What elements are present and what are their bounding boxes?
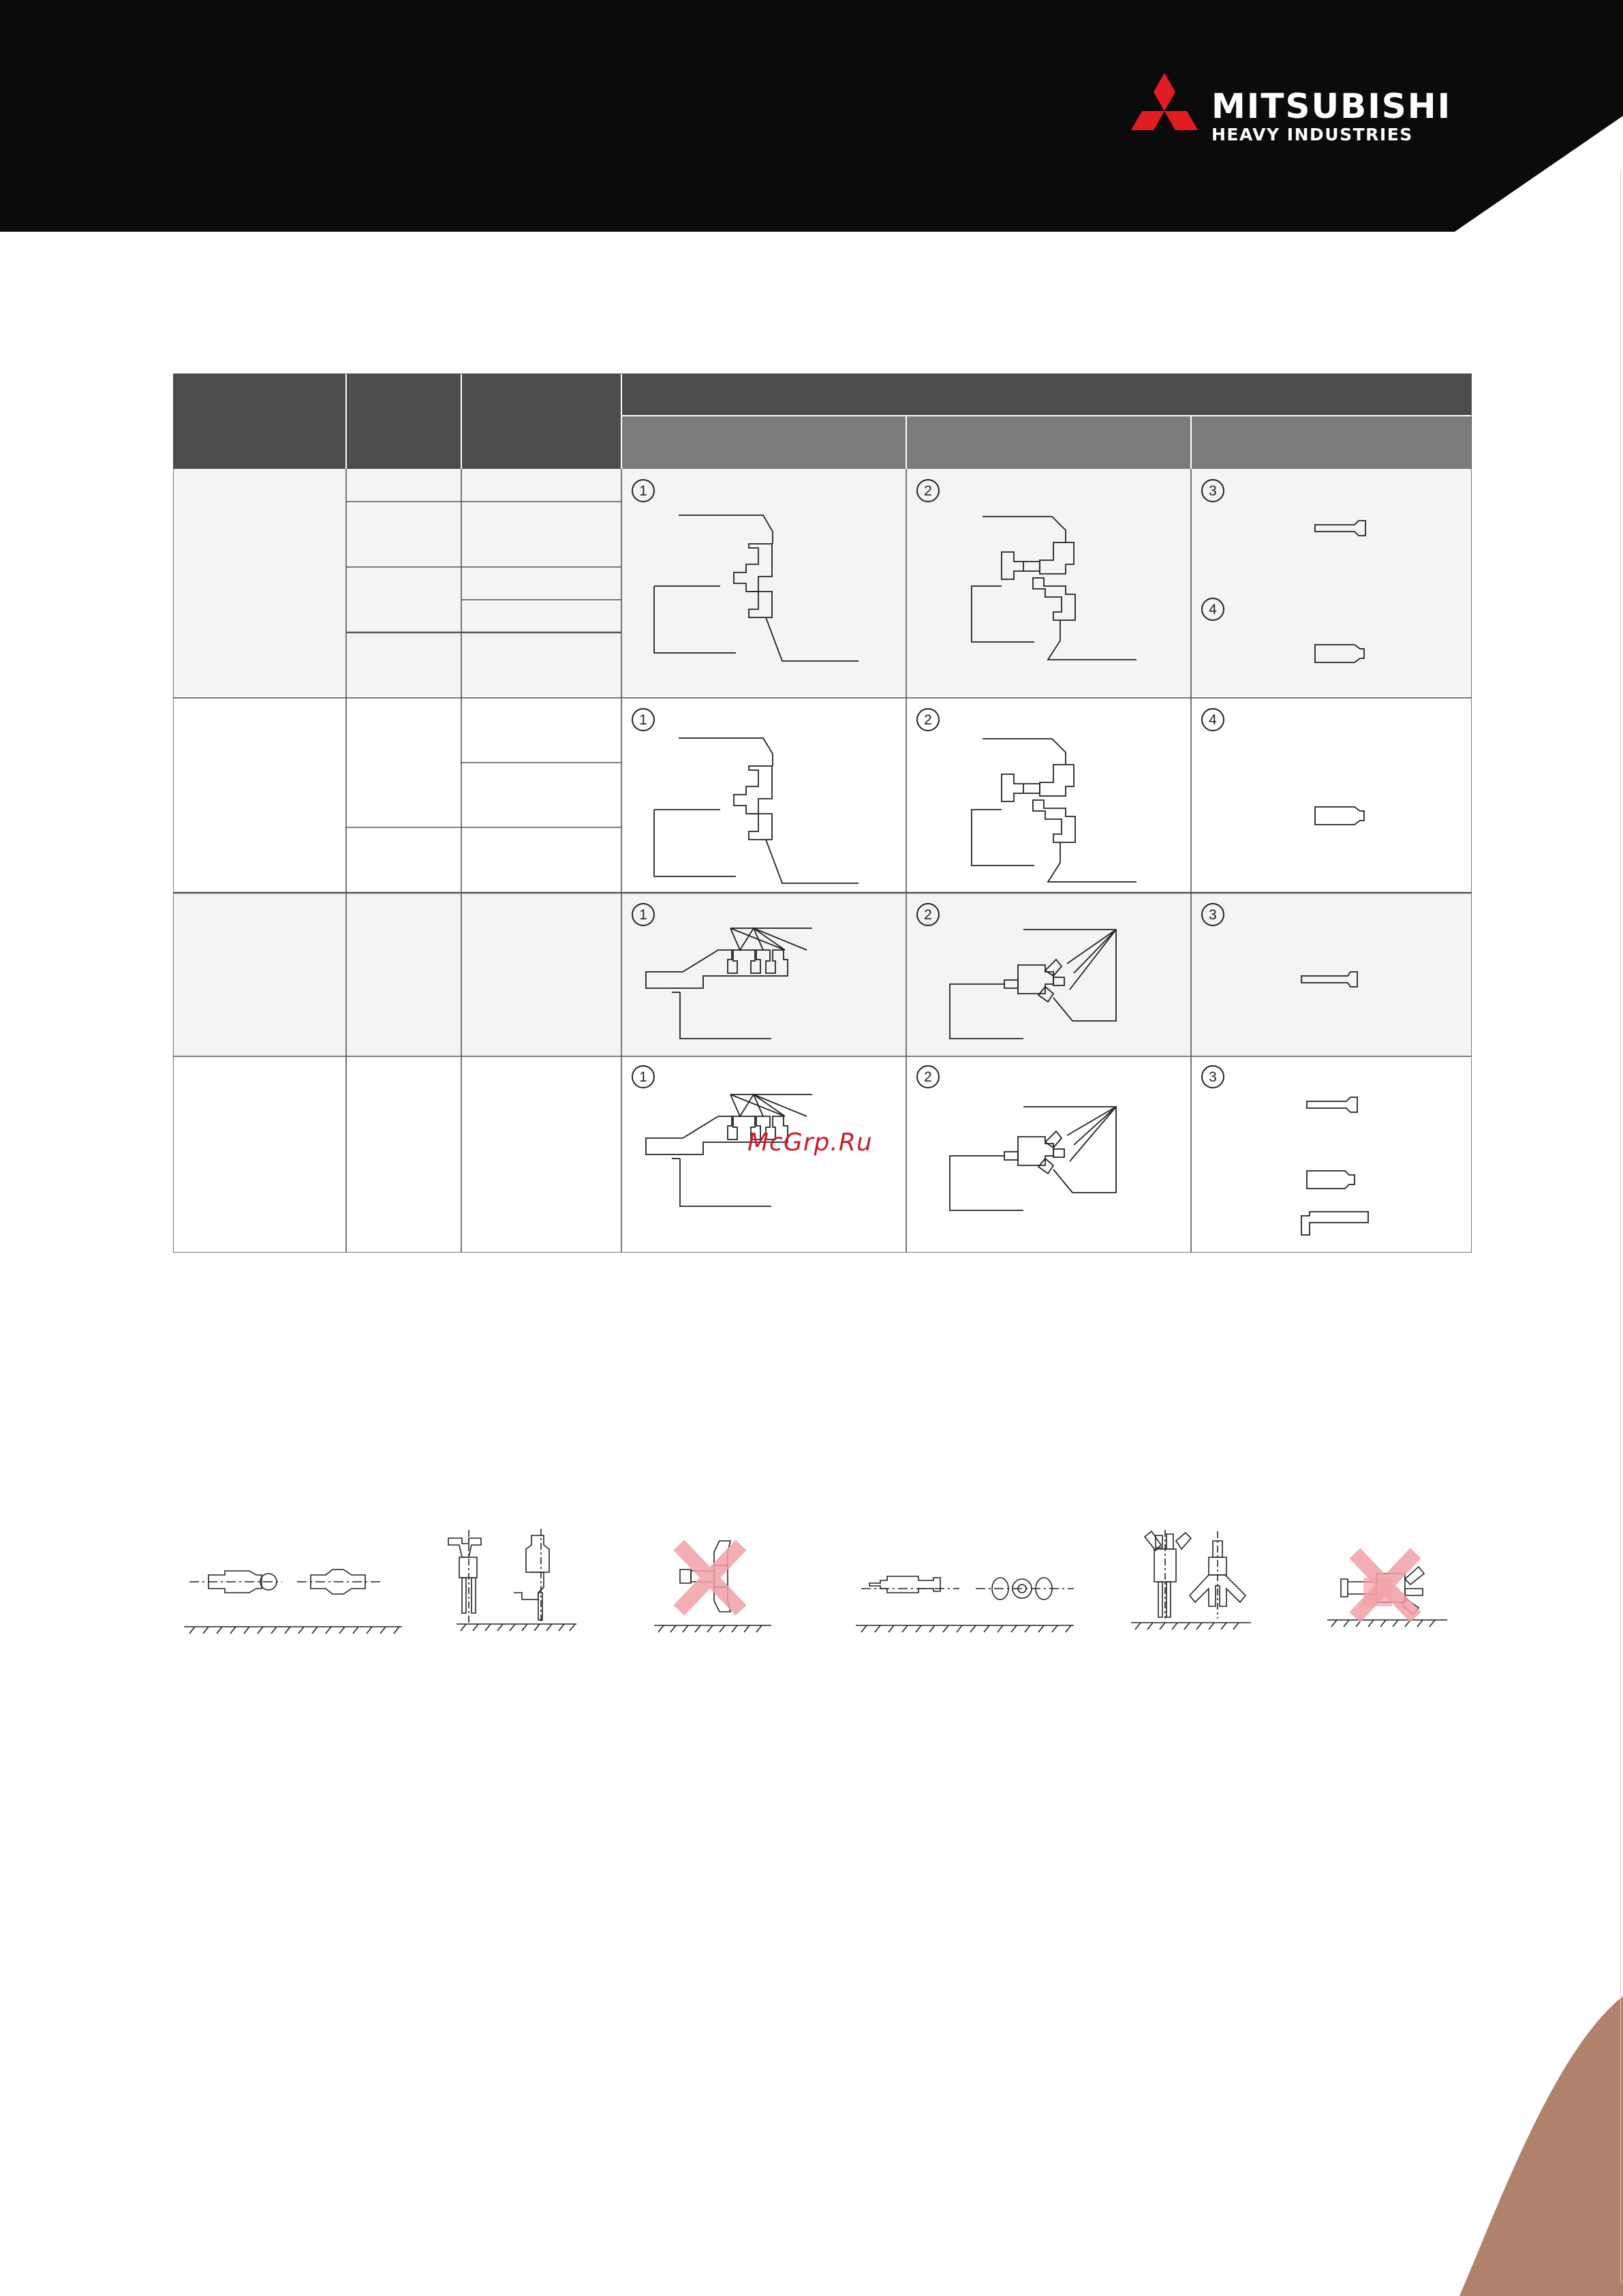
header-vertical-figure — [1145, 1530, 1246, 1619]
ground-line — [184, 1620, 1447, 1634]
table-header — [173, 373, 1472, 469]
branch-pipe-table — [173, 373, 1472, 1253]
brand-subtitle: HEAVY INDUSTRIES — [1211, 125, 1413, 144]
header-horizontal-figure — [861, 1576, 1074, 1599]
corner-decoration — [1459, 1996, 1623, 2296]
three-diamonds-icon — [1124, 72, 1205, 140]
table-row — [173, 469, 1472, 698]
page-edge-line — [1620, 170, 1621, 2283]
watermark: McGrp.Ru — [747, 1129, 873, 1157]
branch-vertical-figure — [448, 1529, 549, 1624]
table-row — [173, 893, 1472, 1056]
table-row — [173, 698, 1472, 893]
branch-horizontal-figure — [189, 1570, 383, 1594]
installation-orientation-figures — [177, 1516, 1458, 1646]
brand-logo — [1124, 72, 1506, 147]
brand-name: MITSUBISHI — [1211, 87, 1452, 126]
